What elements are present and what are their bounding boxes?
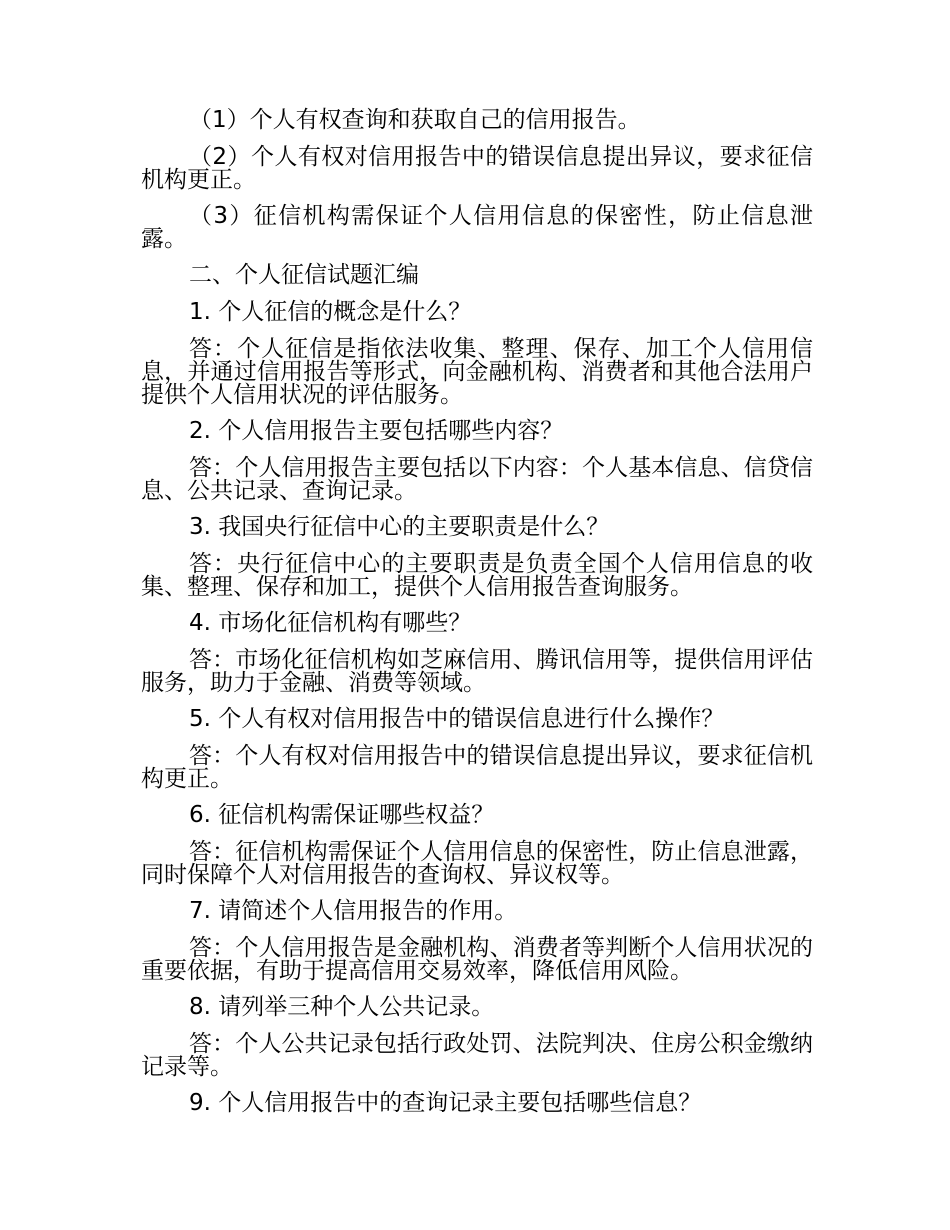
rights-item-2: （2）个人有权对信用报告中的错误信息提出异议，要求征信机构更正。 (141, 144, 813, 193)
answer-1: 答：个人征信是指依法收集、整理、保存、加工个人信用信息，并通过信用报告等形式，向金融机构、消费者和其他合法用户提供个人信用状况的评估服务。 (141, 336, 813, 408)
answer-3: 答：央行征信中心的主要职责是负责全国个人信用信息的收集、整理、保存和加工，提供个人信用报告查询服务。 (141, 551, 813, 600)
rights-item-1: （1）个人有权查询和获取自己的信用报告。 (189, 107, 641, 133)
question-8: 8. 请列举三种个人公共记录。 (189, 994, 495, 1020)
question-7: 7. 请简述个人信用报告的作用。 (189, 898, 518, 924)
question-6: 6. 征信机构需保证哪些权益？ (189, 802, 495, 828)
answer-4: 答：市场化征信机构如芝麻信用、腾讯信用等，提供信用评估服务，助力于金融、消费等领域。 (141, 647, 813, 696)
rights-item-3: （3）征信机构需保证个人信用信息的保密性，防止信息泄露。 (141, 203, 813, 252)
answer-8: 答：个人公共记录包括行政处罚、法院判决、住房公积金缴纳记录等。 (141, 1031, 813, 1080)
answer-7: 答：个人信用报告是金融机构、消费者等判断个人信用状况的重要依据，有助于提高信用交易效率，降低信用风险。 (141, 935, 813, 984)
question-1: 1. 个人征信的概念是什么？ (189, 299, 472, 325)
answer-5: 答：个人有权对信用报告中的错误信息提出异议，要求征信机构更正。 (141, 743, 813, 792)
answer-2: 答：个人信用报告主要包括以下内容：个人基本信息、信贷信息、公共记录、查询记录。 (141, 455, 813, 504)
section-heading: 二、个人征信试题汇编 (189, 262, 419, 288)
answer-6: 答：征信机构需保证个人信用信息的保密性，防止信息泄露，同时保障个人对信用报告的查询权、异议权等。 (141, 839, 813, 888)
question-2: 2. 个人信用报告主要包括哪些内容？ (189, 418, 564, 444)
question-4: 4. 市场化征信机构有哪些？ (189, 610, 472, 636)
question-3: 3. 我国央行征信中心的主要职责是什么？ (189, 514, 610, 540)
question-5: 5. 个人有权对信用报告中的错误信息进行什么操作？ (189, 706, 725, 732)
question-9: 9. 个人信用报告中的查询记录主要包括哪些信息？ (189, 1090, 702, 1116)
